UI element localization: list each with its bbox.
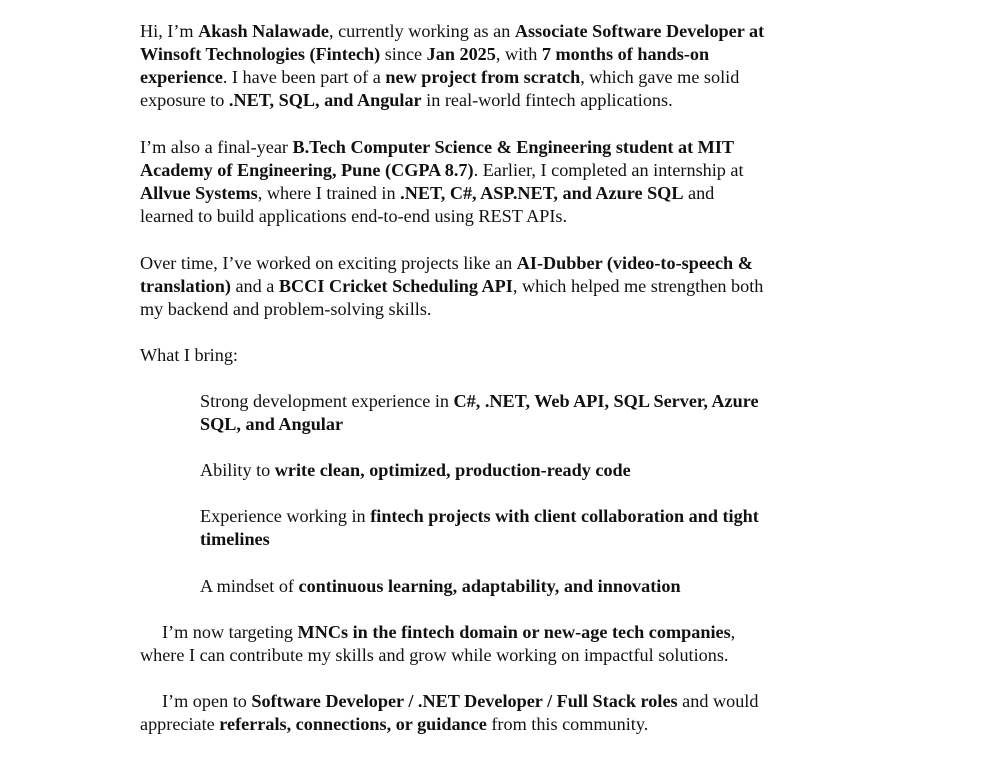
text: Experience working in <box>200 506 371 526</box>
target-highlight: MNCs in the fintech domain or new-age tech companies <box>297 622 731 642</box>
text: learned to build applications end-to-end using REST APIs. <box>140 206 568 226</box>
line <box>140 43 840 66</box>
text: , which gave me solid <box>580 67 740 87</box>
company-highlight: Winsoft Technologies (Fintech) <box>140 44 381 64</box>
text: and <box>683 183 715 203</box>
bring-item <box>200 575 840 598</box>
text: . I have been part of a <box>222 67 386 87</box>
what-i-bring-heading <box>140 344 840 367</box>
text: from this community. <box>486 714 649 734</box>
date-highlight: Jan 2025 <box>426 44 496 64</box>
bring-item <box>200 390 840 436</box>
text: A mindset of <box>200 576 299 596</box>
line <box>200 528 840 551</box>
text: exposure to <box>140 90 229 110</box>
text: I’m also a final-year <box>140 137 293 157</box>
text: , currently working as an <box>328 21 515 41</box>
project-highlight: AI-Dubber (video-to-speech & <box>516 253 753 273</box>
target-paragraph <box>140 621 840 667</box>
tech-highlight: .NET, C#, ASP.NET, and Azure SQL <box>400 183 684 203</box>
tech-highlight: C#, .NET, Web API, SQL Server, Azure <box>453 391 759 411</box>
text: my backend and problem-solving skills. <box>140 299 432 319</box>
college-highlight: Academy of Engineering, Pune (CGPA 8.7) <box>140 160 474 180</box>
line <box>200 505 840 528</box>
line <box>140 89 840 112</box>
line <box>140 713 840 736</box>
projects-paragraph <box>140 252 840 321</box>
project-highlight: new project from scratch <box>385 67 581 87</box>
bring-item <box>200 505 840 551</box>
line <box>140 252 840 275</box>
line <box>140 690 840 713</box>
line <box>140 205 840 228</box>
bring-item <box>200 459 840 482</box>
line <box>200 459 840 482</box>
skill-highlight: continuous learning, adaptability, and innovation <box>298 576 681 596</box>
line <box>140 182 840 205</box>
text: in real-world fintech applications. <box>421 90 673 110</box>
text: , where I trained in <box>257 183 401 203</box>
text: . Earlier, I completed an internship at <box>473 160 744 180</box>
text: since <box>380 44 427 64</box>
name-highlight: Akash Nalawade <box>198 21 329 41</box>
text: , which helped me strengthen both <box>512 276 764 296</box>
text: I’m now targeting <box>162 622 298 642</box>
role-highlight: Associate Software Developer at <box>514 21 765 41</box>
request-highlight: referrals, connections, or guidance <box>219 714 487 734</box>
internship-company-highlight: Allvue Systems <box>140 183 258 203</box>
line <box>200 390 840 413</box>
text: , with <box>495 44 542 64</box>
line <box>140 20 840 43</box>
education-paragraph <box>140 136 840 228</box>
project-highlight: translation) <box>140 276 231 296</box>
text: Strong development experience in <box>200 391 454 411</box>
line <box>140 136 840 159</box>
line <box>140 275 840 298</box>
line <box>140 159 840 182</box>
line <box>140 298 840 321</box>
text: and would <box>677 691 759 711</box>
skill-highlight: fintech projects with client collaboration and tight <box>370 506 759 526</box>
line <box>200 575 840 598</box>
line <box>140 621 840 644</box>
roles-highlight: Software Developer / .NET Developer / Full Stack roles <box>251 691 678 711</box>
heading-text: What I bring: <box>140 345 238 365</box>
tech-highlight: SQL, and Angular <box>200 414 344 434</box>
experience-highlight: 7 months of hands-on <box>541 44 710 64</box>
degree-highlight: B.Tech Computer Science & Engineering student at MIT <box>292 137 735 157</box>
intro-paragraph <box>140 20 840 112</box>
project-highlight: BCCI Cricket Scheduling API <box>278 276 513 296</box>
skill-highlight: timelines <box>200 529 270 549</box>
text: Ability to <box>200 460 275 480</box>
text: and a <box>230 276 279 296</box>
roles-paragraph <box>140 690 840 736</box>
skill-highlight: write clean, optimized, production-ready code <box>274 460 631 480</box>
tech-highlight: .NET, SQL, and Angular <box>228 90 422 110</box>
line <box>140 644 840 667</box>
text: Over time, I’ve worked on exciting projects like an <box>140 253 517 273</box>
text: where I can contribute my skills and grow while working on impactful solutions. <box>140 645 729 665</box>
line <box>200 413 840 436</box>
text: appreciate <box>140 714 220 734</box>
line <box>140 66 840 89</box>
text: I’m open to <box>162 691 252 711</box>
experience-highlight: experience <box>140 67 223 87</box>
text: Hi, I’m <box>140 21 199 41</box>
text: , <box>730 622 736 642</box>
